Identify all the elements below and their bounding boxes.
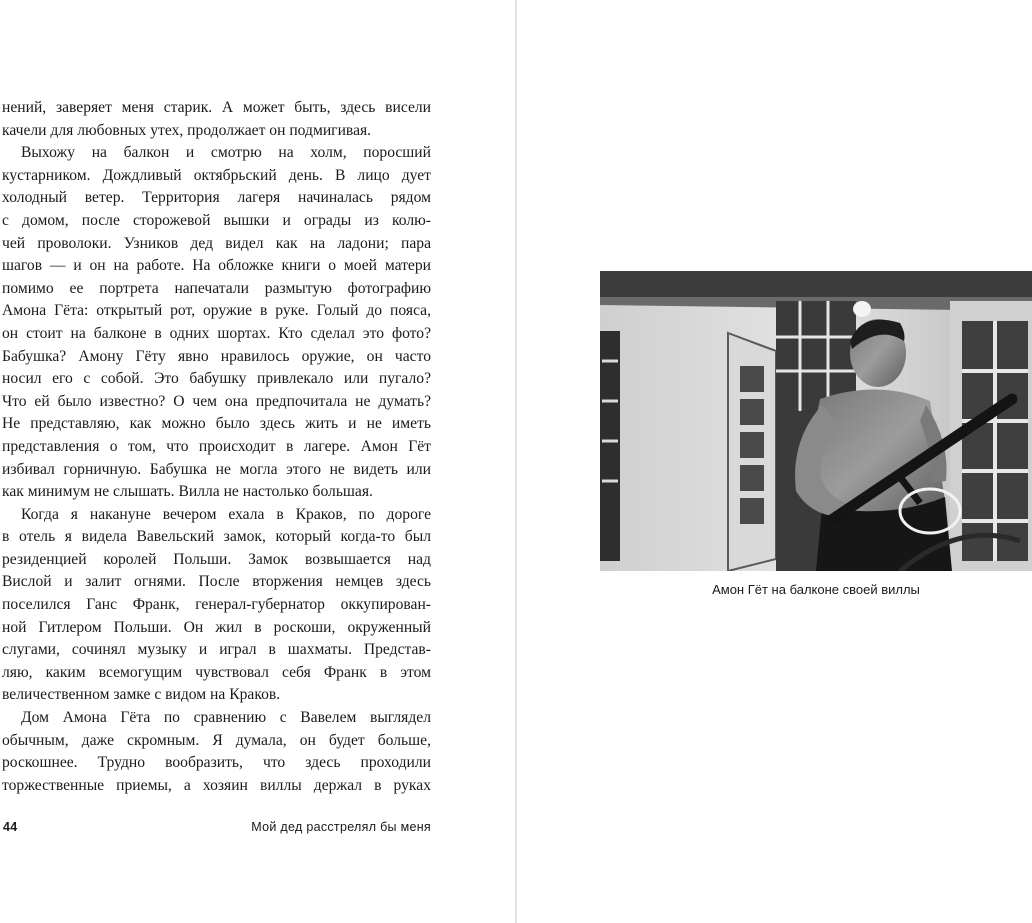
text-line: величественном замке с видом на Краков.	[2, 686, 281, 704]
text-line: Бабушка? Амону Гёту явно нравилось оружие, он часто	[2, 347, 431, 365]
text-line: холодный ветер. Территория лагеря начиналась рядом	[2, 189, 431, 207]
page-number: 44	[3, 820, 18, 834]
running-head: Мой дед расстрелял бы меня	[251, 820, 431, 834]
text-line: нений, заверяет меня старик. А может быть, здесь висели	[2, 99, 431, 116]
text-line: Вислой и залит огнями. После вторжения немцев здесь	[2, 573, 431, 591]
text-line: слугами, сочинял музыку и играл в шахматы. Представ-	[2, 641, 431, 659]
text-line: носил его с собой. Это бабушку привлекало или пугало?	[2, 370, 431, 388]
text-line: торжественные приемы, а хозяин виллы держал в руках	[2, 776, 431, 794]
text-line: обычным, даже скромным. Я думала, он будет больше,	[2, 731, 431, 749]
text-line: Не представляю, как можно было здесь жить и не иметь	[2, 415, 431, 433]
text-line: Выхожу на балкон и смотрю на холм, поросший	[21, 144, 431, 162]
text-line: он стоит на балконе в одних шортах. Кто сделал это фото?	[2, 324, 431, 342]
text-line: Дом Амона Гёта по сравнению с Вавелем выглядел	[21, 709, 431, 727]
text-line: представления о том, что происходит в лагере. Амон Гёт	[2, 437, 431, 455]
right-page	[517, 0, 1032, 923]
text-line: Амона Гёта: открытый рот, оружие в руке. Голый до пояса,	[2, 302, 431, 320]
text-line: качели для любовных утех, продолжает он подмигивая.	[2, 121, 372, 139]
text-line: роскошнее. Трудно вообразить, что здесь проходили	[2, 754, 431, 772]
text-line: Что ей было известно? О чем она предпочитала не думать?	[2, 392, 431, 410]
text-line: кустарником. Дождливый октябрьский день. В лицо дует	[2, 166, 431, 184]
photo-illustration	[600, 271, 1032, 571]
photo-caption: Амон Гёт на балконе своей виллы	[712, 582, 920, 597]
text-line: ной Гитлером Польши. Он жил в роскоши, окруженный	[2, 618, 431, 636]
text-line: как минимум не слышать. Вилла не настолько большая.	[2, 483, 373, 501]
text-line: Когда я накануне вечером ехала в Краков, по дороге	[21, 505, 431, 523]
text-line: чей проволоки. Узников дед видел как на ладони; пара	[2, 234, 431, 252]
text-line: с домом, после сторожевой вышки и ограды из колю-	[2, 211, 431, 229]
text-line: избивал горничную. Бабушка не могла этого не видеть или	[2, 460, 431, 478]
photograph	[600, 271, 1032, 571]
text-line: шагов — и он на работе. На обложке книги о моей матери	[2, 257, 431, 275]
text-line: помимо ее портрета напечатали размытую фотографию	[2, 279, 431, 297]
text-line: резиденцией королей Польши. Замок возвышается над	[2, 550, 431, 568]
text-line: поселился Ганс Франк, генерал-губернатор оккупирован-	[2, 596, 431, 614]
text-line: в отель я видела Вавельский замок, который когда-то был	[2, 528, 431, 546]
body-text	[2, 97, 431, 797]
text-line: ляю, каким всемогущим чувствовал себя Франк в этом	[2, 663, 431, 681]
left-page	[0, 0, 515, 923]
